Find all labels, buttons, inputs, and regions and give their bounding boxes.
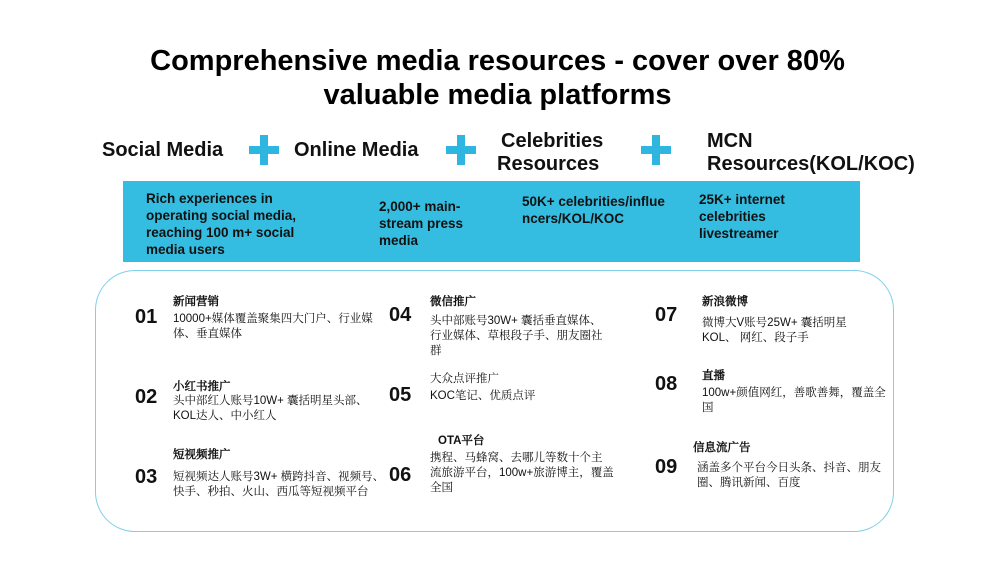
item-heading: 信息流广告 (693, 442, 751, 454)
plus-icon (249, 135, 279, 165)
plus-icon (641, 135, 671, 165)
category-online-media: Online Media (294, 139, 419, 161)
item-number: 07 (655, 304, 678, 326)
page-title (0, 44, 995, 112)
item-number: 01 (135, 306, 158, 328)
band-text-social: Rich experiences in operating social media, reaching 100 m+ social media users (146, 191, 297, 257)
category-label-line-2: Resources(KOL/KOC) (707, 153, 915, 175)
title-line-2: valuable media platforms (323, 79, 672, 111)
item-number: 06 (389, 464, 412, 486)
category-social-media: Social Media (102, 139, 224, 161)
plus-icon (446, 135, 476, 165)
item-description: KOC笔记、优质点评 (430, 390, 536, 402)
item-description: 微博大V账号25W+ 囊括明星KOL、 网红、段子手 (702, 317, 847, 344)
item-heading: 直播 (702, 370, 725, 382)
category-label-line-1: Celebrities (501, 130, 604, 152)
item-heading: 小红书推广 (173, 381, 231, 393)
item-number: 04 (389, 304, 412, 326)
item-heading: 新闻营销 (173, 296, 219, 308)
item-description: 涵盖多个平台今日头条、抖音、朋友圈、腾讯新闻、百度 (697, 462, 881, 489)
band-text-celebrities: 50K+ celebrities/influencers/KOL/KOC (522, 194, 665, 226)
item-description: 携程、马蜂窝、去哪儿等数十个主 流旅游平台，100w+旅游博主，覆盖全国 (430, 452, 614, 494)
item-heading: 短视频推广 (173, 449, 231, 461)
item-description: 100w+颜值网红，善歌善舞，覆盖全 国 (702, 387, 886, 414)
item-heading: 微信推广 (430, 296, 476, 308)
item-description: 头中部红人账号10W+ 囊括明星头部、KOL达人、中小红人 (173, 395, 368, 422)
item-description: 头中部账号30W+ 囊括垂直媒体、行业媒体、草根段子手、朋友圈社群 (430, 315, 603, 357)
item-number: 05 (389, 384, 412, 406)
title-line-1: Comprehensive media resources - cover over 80% (150, 45, 845, 77)
item-number: 08 (655, 373, 678, 395)
category-mcn-resources (707, 130, 915, 176)
item-number: 02 (135, 386, 158, 408)
band-text-online: 2,000+ main-stream press media (379, 199, 464, 248)
item-heading: OTA平台 (438, 435, 485, 447)
item-number: 03 (135, 466, 158, 488)
band-text-mcn: 25K+ internet celebrities livestreamer (699, 192, 785, 241)
item-heading: 大众点评推广 (430, 373, 499, 385)
category-celebrities-resources (497, 130, 603, 176)
item-description: 短视频达人账号3W+ 横跨抖音、视频号、 快手、秒拍、火山、西瓜等短视频平台 (173, 471, 385, 498)
item-heading: 新浪微博 (702, 296, 748, 308)
category-label-line-1: MCN (707, 130, 753, 152)
category-label-line-2: Resources (497, 153, 600, 175)
item-number: 09 (655, 456, 678, 478)
item-description: 10000+媒体覆盖聚集四大门户、行业媒体、垂直媒体 (173, 313, 373, 340)
